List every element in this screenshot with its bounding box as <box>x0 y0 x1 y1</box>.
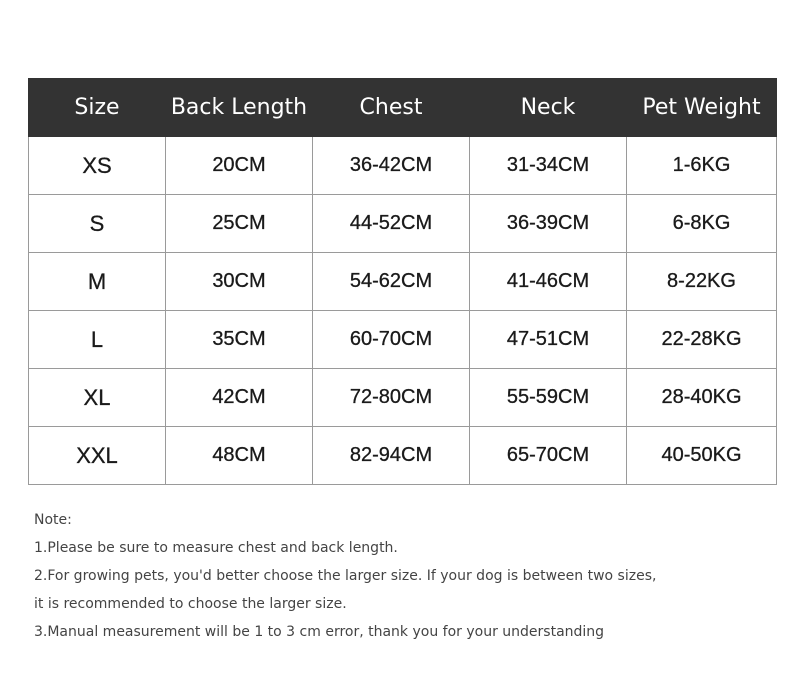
table-row <box>29 137 777 195</box>
note-line: 2.For growing pets, you'd better choose the larger size. If your dog is between two sizes, <box>34 568 657 584</box>
back-length-cell: 48CM <box>166 427 313 485</box>
notes-section <box>34 506 656 646</box>
header-pet-weight: Pet Weight <box>627 79 777 137</box>
neck-cell: 65-70CM <box>470 427 627 485</box>
neck-cell: 55-59CM <box>470 369 627 427</box>
pet-weight-cell: 8-22KG <box>627 253 777 311</box>
size-cell: S <box>29 195 166 253</box>
chest-cell: 72-80CM <box>313 369 470 427</box>
back-length-cell: 25CM <box>166 195 313 253</box>
size-cell: L <box>29 311 166 369</box>
table-row <box>29 195 777 253</box>
note-line: 3.Manual measurement will be 1 to 3 cm error, thank you for your understanding <box>34 624 605 640</box>
note-line: 1.Please be sure to measure chest and back length. <box>34 540 398 556</box>
note-line: it is recommended to choose the larger size. <box>34 596 347 612</box>
header-chest: Chest <box>313 79 470 137</box>
header-neck: Neck <box>470 79 627 137</box>
table-row <box>29 253 777 311</box>
pet-weight-cell: 1-6KG <box>627 137 777 195</box>
table-row <box>29 369 777 427</box>
size-cell: XXL <box>29 427 166 485</box>
back-length-cell: 30CM <box>166 253 313 311</box>
chest-cell: 54-62CM <box>313 253 470 311</box>
table-body <box>29 137 777 485</box>
back-length-cell: 35CM <box>166 311 313 369</box>
pet-weight-cell: 28-40KG <box>627 369 777 427</box>
notes-title: Note: <box>34 512 72 528</box>
pet-weight-cell: 40-50KG <box>627 427 777 485</box>
chest-cell: 36-42CM <box>313 137 470 195</box>
pet-weight-cell: 6-8KG <box>627 195 777 253</box>
chest-cell: 82-94CM <box>313 427 470 485</box>
size-cell: M <box>29 253 166 311</box>
pet-weight-cell: 22-28KG <box>627 311 777 369</box>
back-length-cell: 42CM <box>166 369 313 427</box>
header-row <box>29 79 777 137</box>
table-row <box>29 427 777 485</box>
size-cell: XS <box>29 137 166 195</box>
neck-cell: 41-46CM <box>470 253 627 311</box>
size-chart-table <box>28 78 777 485</box>
neck-cell: 31-34CM <box>470 137 627 195</box>
back-length-cell: 20CM <box>166 137 313 195</box>
table-header <box>29 79 777 137</box>
neck-cell: 36-39CM <box>470 195 627 253</box>
header-size: Size <box>29 79 166 137</box>
table-row <box>29 311 777 369</box>
size-cell: XL <box>29 369 166 427</box>
chest-cell: 44-52CM <box>313 195 470 253</box>
chest-cell: 60-70CM <box>313 311 470 369</box>
neck-cell: 47-51CM <box>470 311 627 369</box>
header-back-length: Back Length <box>166 79 313 137</box>
